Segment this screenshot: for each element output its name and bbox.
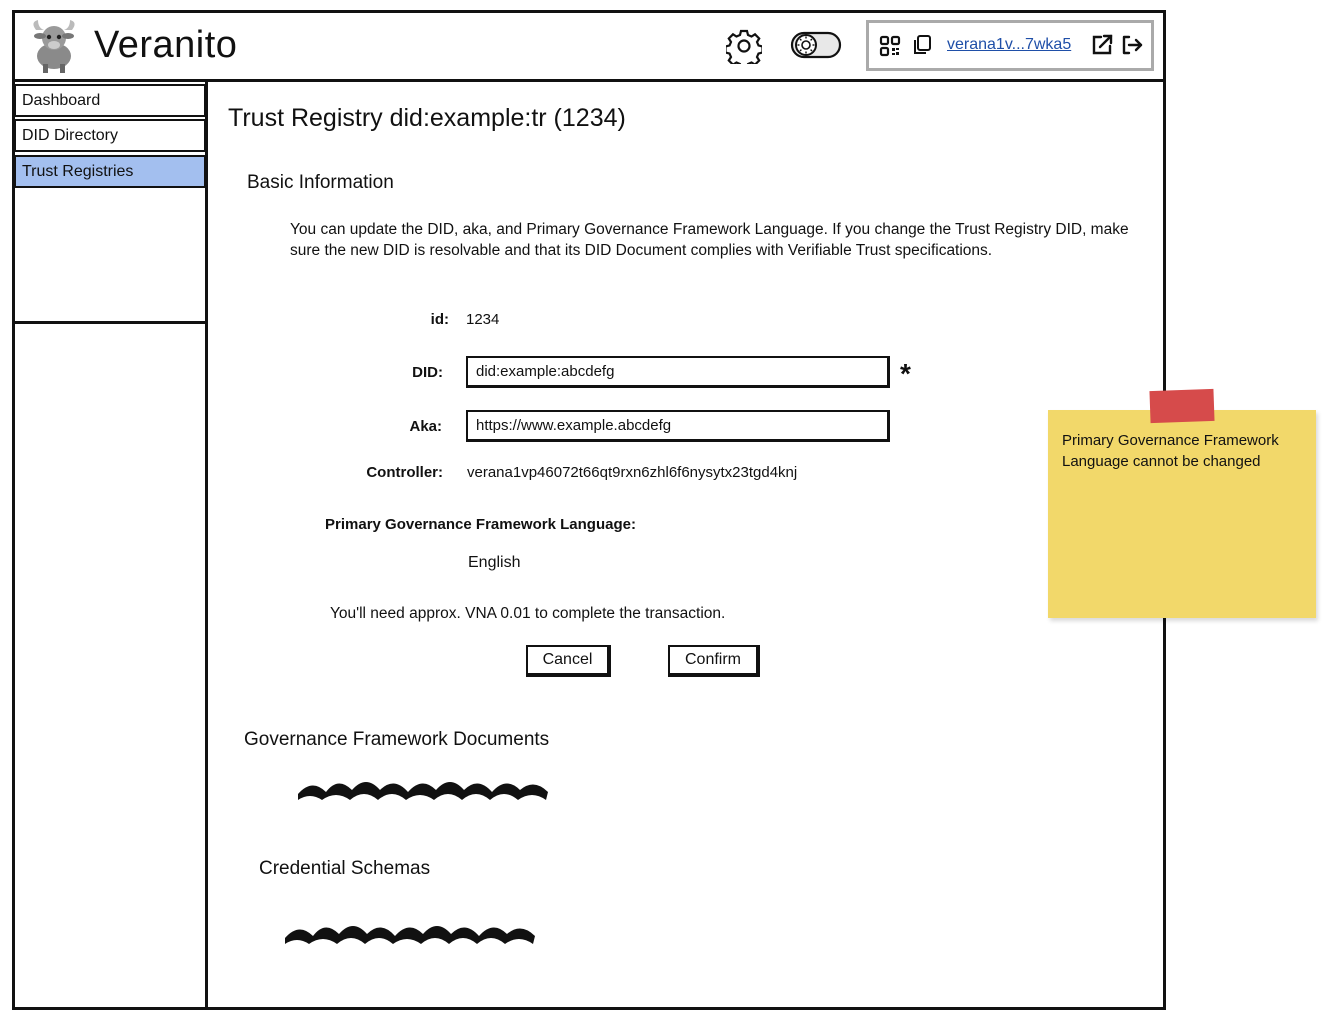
required-marker: *: [900, 358, 911, 389]
did-label: DID:: [412, 364, 443, 381]
redacted-content-scribble: [279, 914, 541, 950]
controller-label: Controller:: [366, 464, 443, 481]
sticky-note-tape: [1149, 389, 1214, 423]
controller-value: verana1vp46072t66qt9rxn6zhl6f6nysytx23tgd4knj: [467, 464, 798, 481]
cancel-button[interactable]: Cancel: [526, 645, 611, 677]
fee-notice: You'll need approx. VNA 0.01 to complete the transaction.: [330, 605, 726, 622]
aka-input[interactable]: [466, 410, 890, 442]
logout-icon[interactable]: [1120, 33, 1144, 57]
copy-icon[interactable]: [910, 33, 934, 57]
qr-code-icon[interactable]: [878, 34, 902, 58]
sidebar-item-trust-registries[interactable]: Trust Registries: [14, 155, 206, 188]
redacted-content-scribble: [292, 770, 554, 806]
sticky-note-text: Primary Governance Framework Language cannot be changed: [1062, 432, 1279, 470]
sidebar-item-dashboard[interactable]: Dashboard: [14, 84, 206, 117]
section-heading-basic-information: Basic Information: [247, 172, 394, 193]
aka-label: Aka:: [409, 418, 442, 435]
veranito-logo-icon: [26, 16, 82, 74]
id-value: 1234: [466, 311, 500, 328]
sidebar-item-did-directory[interactable]: DID Directory: [14, 119, 206, 152]
page-title: Trust Registry did:example:tr (1234): [228, 104, 626, 132]
language-label: Primary Governance Framework Language:: [325, 516, 636, 533]
section-heading-governance-docs: Governance Framework Documents: [244, 729, 550, 750]
wallet-address-link[interactable]: verana1v...7wka5: [947, 36, 1072, 53]
confirm-button[interactable]: Confirm: [668, 645, 760, 677]
theme-toggle[interactable]: [790, 30, 842, 60]
language-value: English: [468, 554, 521, 571]
did-input[interactable]: [466, 356, 890, 388]
external-link-icon[interactable]: [1090, 33, 1114, 57]
info-description: You can update the DID, aka, and Primary Governance Framework Language. If you change the Trust Registry DID, make sure the new DID is resolvable and that its DID Document complies with Verifiable Trust specifications.: [290, 221, 1129, 259]
app-title: Veranito: [94, 24, 238, 66]
id-label: id:: [430, 311, 449, 328]
section-heading-credential-schemas: Credential Schemas: [259, 858, 431, 879]
gear-icon[interactable]: [726, 28, 762, 64]
